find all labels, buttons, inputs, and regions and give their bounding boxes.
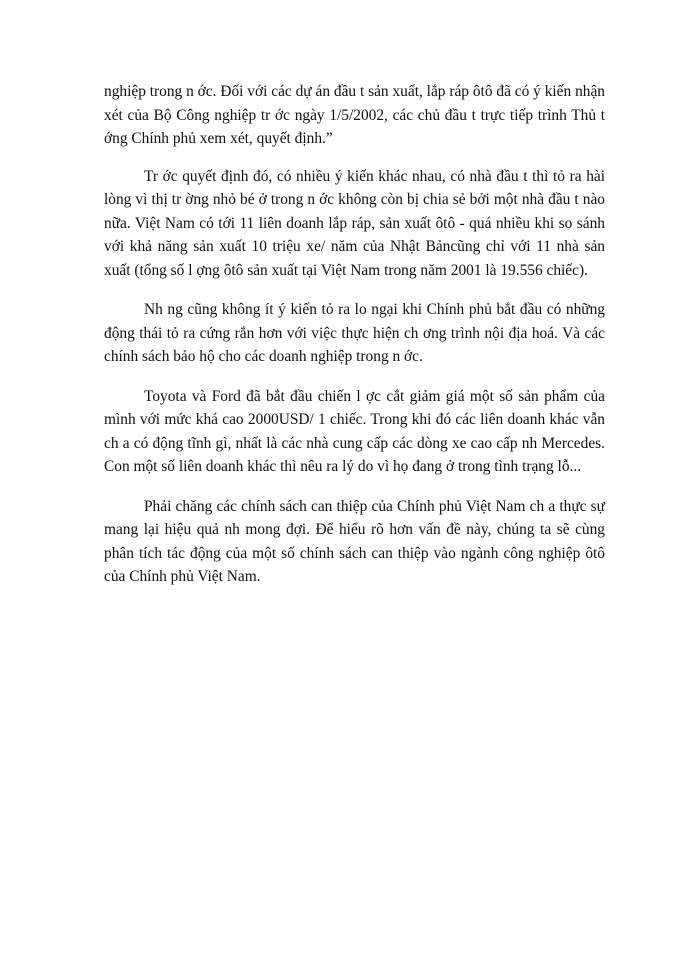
paragraph-continued: nghiệp trong n ớc. Đối với các dự án đầu t sản xuất, lắp ráp ôtô đã có ý kiến nhận xét của Bộ Công nghiệp tr ớc ngày 1/5/2002, các chủ đầu t trực tiếp trình Thủ t ớng Chính phủ xem xét, quyết định.”	[104, 83, 605, 147]
paragraph-opinions: Tr ớc quyết định đó, có nhiều ý kiến khác nhau, có nhà đầu t thì tỏ ra hài lòng vì thị tr ờng nhỏ bé ở trong n ớc không còn bị chia sẻ bởi một nhà đầu t nào nữa. Việt Nam có tới 11 liên doanh lắp ráp, sản xuất ôtô - quá nhiều khi so sánh với khả năng sản xuất 10 triệu xe/ năm của Nhật Bảncũng chỉ với 11 nhà sản xuất (tổng số l ợng ôtô sản xuất tại Việt Nam trong năm 2001 là 19.556 chiếc).	[104, 167, 605, 279]
paragraph-price-cuts: Toyota và Ford đã bắt đầu chiến l ợc cắt giảm giá một số sản phẩm của mình với mức khá cao 2000USD/ 1 chiếc. Trong khi đó các liên doanh khác vẫn ch a có động tĩnh gì, nhất là các nhà cung cấp các dòng xe cao cấp nh Mercedes. Con một số liên doanh khác thì nêu ra lý do vì họ đang ở trong tình trạng lỗ...	[104, 387, 605, 475]
document-body	[104, 80, 605, 589]
paragraph-conclusion: Phải chăng các chính sách can thiệp của Chính phủ Việt Nam ch a thực sự mang lại hiệu quả nh mong đợi. Để hiểu rõ hơn vấn đề này, chúng ta sẽ cùng phân tích tác động của một số chính sách can thiệp vào ngành công nghiệp ôtô của Chính phủ Việt Nam.	[104, 497, 605, 585]
paragraph-concerns: Nh ng cũng không ít ý kiến tỏ ra lo ngại khi Chính phủ bắt đầu có những động thái tỏ ra cứng rắn hơn với việc thực hiện ch ơng trình nội địa hoá. Và các chính sách bảo hộ cho các doanh nghiệp trong n ớc.	[104, 301, 605, 365]
